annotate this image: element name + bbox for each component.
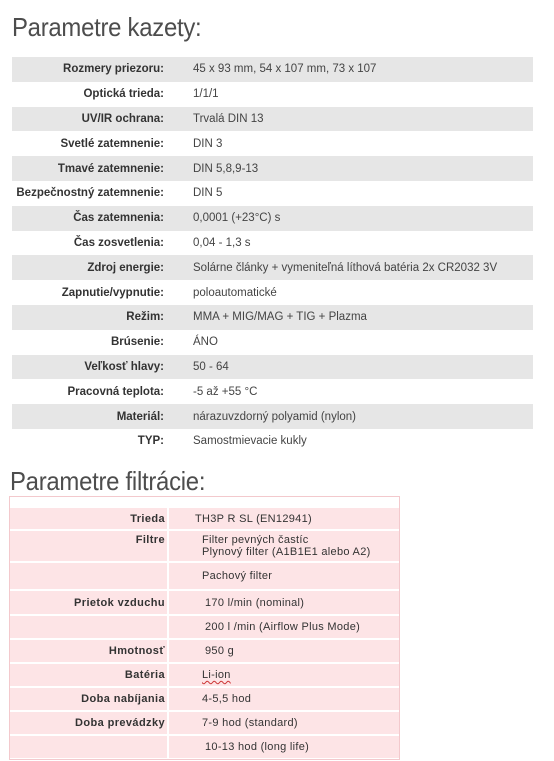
filter-param-label: Filtre [10, 531, 167, 561]
param-value: DIN 3 [193, 137, 223, 150]
table-row [12, 429, 533, 454]
filter-param-value [169, 616, 399, 638]
param-value: ÁNO [193, 336, 218, 349]
param-label: Optická trieda: [83, 88, 164, 101]
table-row [12, 404, 533, 429]
filter-param-value [169, 591, 399, 614]
filter-param-label [10, 736, 167, 758]
filter-value-line: Plynový filter (A1B1E1 alebo A2) [202, 546, 371, 558]
param-label: UV/IR ochrana: [81, 112, 164, 125]
param-label: Pracovná teplota: [67, 385, 164, 398]
param-label: Tmavé zatemnenie: [57, 162, 164, 175]
filter-param-value [169, 508, 399, 529]
param-value: Solárne články + vymeniteľná líthová batéria 2x CR2032 3V [193, 261, 498, 274]
filter-value-line: Pachový filter [202, 570, 273, 582]
table-row [12, 330, 533, 355]
filtration-parameters-title: Parametre filtrácie: [10, 466, 206, 496]
filter-param-value [169, 640, 399, 662]
filter-value-line: 4-5,5 hod [202, 693, 252, 705]
table-row [12, 156, 533, 181]
param-label: Zdroj energie: [87, 261, 164, 274]
filter-value-line: 170 l/min (nominal) [205, 596, 305, 609]
param-value: Samostmievacie kukly [193, 435, 307, 448]
table-row [12, 355, 533, 380]
filter-param-value [169, 664, 399, 686]
filter-value-line: 7-9 hod (standard) [202, 717, 298, 729]
param-value: 0,0001 (+23°C) s [193, 212, 281, 225]
table-row [12, 107, 533, 132]
table-row [12, 379, 533, 404]
param-label: TYP: [137, 435, 164, 448]
param-value: nárazuvzdorný polyamid (nylon) [193, 410, 356, 423]
filter-param-label: Hmotnosť [10, 640, 167, 662]
cassette-parameters-title: Parametre kazety: [12, 12, 202, 42]
param-label: Čas zatemnenia: [73, 212, 164, 225]
param-value: 50 - 64 [193, 360, 229, 373]
filter-param-value [169, 531, 399, 561]
param-label: Zapnutie/vypnutie: [61, 286, 164, 299]
filter-param-value [169, 712, 399, 734]
table-row [12, 231, 533, 256]
filter-value-line: 200 l /min (Airflow Plus Mode) [205, 621, 361, 633]
filter-param-label: Trieda [10, 508, 167, 529]
filtration-parameters-table [9, 496, 400, 760]
table-row [12, 131, 533, 156]
filter-param-label: Prietok vzduchu [10, 591, 167, 614]
filter-param-value [169, 736, 399, 758]
table-row [12, 82, 533, 107]
param-value: -5 až +55 °C [193, 385, 258, 398]
filter-param-label: Doba nabíjania [10, 688, 167, 710]
cassette-parameters-table [12, 57, 533, 454]
table-row [12, 57, 533, 82]
param-label: Čas zosvetlenia: [73, 236, 164, 249]
filter-param-label [10, 616, 167, 638]
param-label: Veľkosť hlavy: [84, 360, 164, 373]
param-label: Rozmery priezoru: [63, 63, 164, 76]
param-label: Svetlé zatemnenie: [60, 137, 164, 150]
param-label: Režim: [126, 311, 164, 324]
param-label: Materiál: [116, 410, 164, 423]
table-row [12, 280, 533, 305]
filter-param-value [169, 688, 399, 710]
param-label: Brúsenie: [110, 336, 164, 349]
filter-param-value [169, 563, 399, 589]
table-row [12, 305, 533, 330]
filter-value-line: 10-13 hod (long life) [205, 741, 310, 753]
param-value: 45 x 93 mm, 54 x 107 mm, 73 x 107 [193, 63, 377, 76]
table-row [12, 255, 533, 280]
filter-value-line: Filter pevných častíc [202, 534, 309, 546]
param-value: DIN 5,8,9-13 [193, 162, 259, 175]
table-row [12, 206, 533, 231]
filter-param-label: Batéria [10, 664, 167, 686]
filter-value-line: Li-ion [202, 669, 231, 681]
filter-value-line: 950 g [205, 645, 235, 657]
param-value: Trvalá DIN 13 [193, 112, 264, 125]
param-value: DIN 5 [193, 187, 223, 200]
param-value: MMA + MIG/MAG + TIG + Plazma [193, 311, 367, 324]
param-label: Bezpečnostný zatemnenie: [16, 187, 164, 200]
filter-param-label: Doba prevádzky [10, 712, 167, 734]
param-value: 1/1/1 [193, 88, 219, 101]
filter-value-line: TH3P R SL (EN12941) [195, 512, 312, 525]
filter-param-label [10, 563, 167, 589]
table-row [12, 181, 533, 206]
param-value: 0,04 - 1,3 s [193, 236, 251, 249]
param-value: poloautomatické [193, 286, 277, 299]
